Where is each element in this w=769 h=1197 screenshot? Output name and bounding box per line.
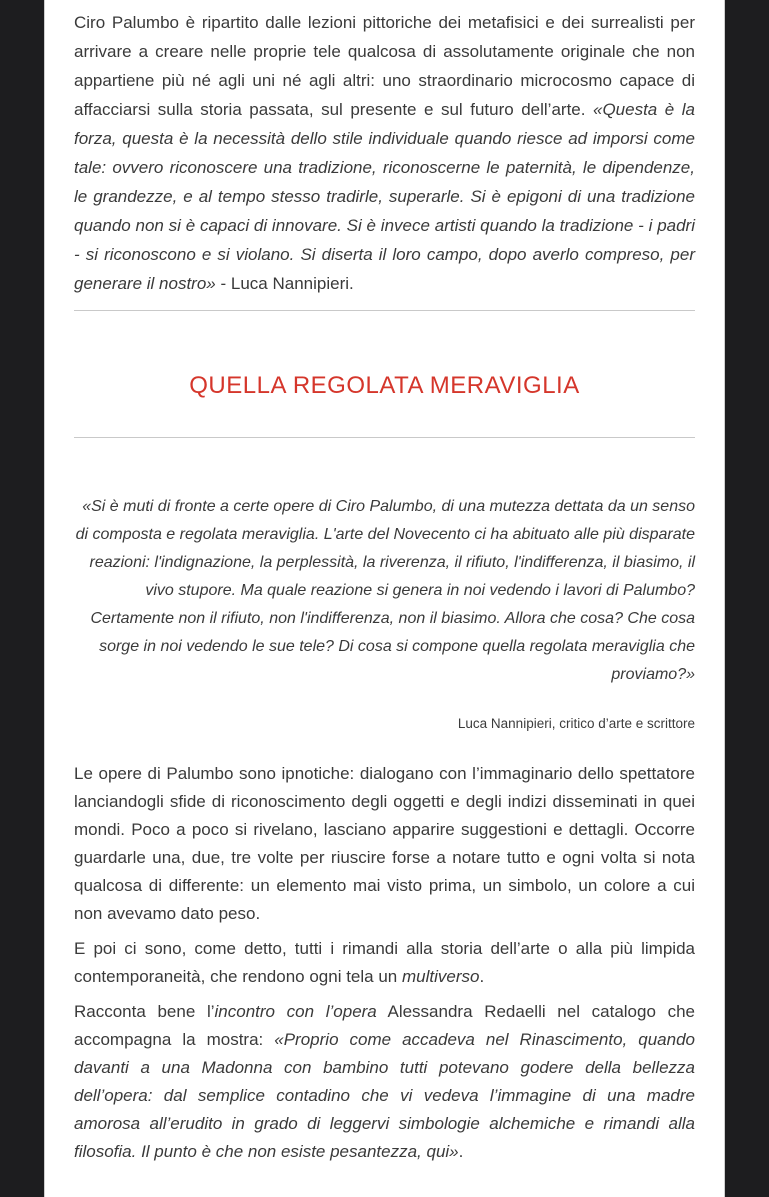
article-body xyxy=(74,760,695,1166)
pull-quote: «Si è muti di fronte a certe opere di Ciro Palumbo, di una mutezza dettata da un senso di composta e regolata meraviglia. L'arte del Novecento ci ha abituato alle più disparate reazioni: l'indignazione, la perplessità, la riverenza, il rifiuto, l'indifferenza, il biasimo, il vivo stupore. Ma quale reazione si genera in noi vedendo i lavori di Palumbo? Certamente non il rifiuto, non l'indifferenza, non il biasimo. Allora che cosa? Che cosa sorge in noi vedendo le sue tele? Di cosa si compone quella regolata meraviglia che proviamo?» xyxy=(75,498,695,683)
intro-paragraph: Ciro Palumbo è ripartito dalle lezioni pittoriche dei metafisici e dei surrealisti per arrivare a creare nelle proprie tele qualcosa di assolutamente originale che non appartiene più né agli uni né agli altri: uno straordinario microcosmo capace di affacciarsi sulla storia passata, sul presente e sul futuro dell’arte. «Questa è la forza, questa è la necessità dello stile individuale quando riesce ad imporsi come tale: ovvero riconoscere una tradizione, riconoscerne le paternità, le dipendenze, le grandezze, e al tempo stesso tradirle, superarle. Si è epigoni di una tradizione quando non si è capaci di innovare. Si è invece artisti quando la tradizione - i padri - si riconoscono e si violano. Si diserta il loro campo, dopo averlo compreso, per generare il nostro» - Luca Nannipieri. xyxy=(74,13,695,293)
body-paragraph: E poi ci sono, come detto, tutti i rimandi alla storia dell’arte o alla più limpida contemporaneità, che rendono ogni tela un multiverso. xyxy=(74,939,695,986)
body-paragraph: Racconta bene l’incontro con l’opera Alessandra Redaelli nel catalogo che accompagna la mostra: «Proprio come accadeva nel Rinascimento, quando davanti a una Madonna con bambino tutti potevano godere della bellezza dell’opera: dal semplice contadino che vi vedeva l’immagine di una madre amorosa all’erudito in grado di leggervi simbologie alchemiche e rimandi alla filosofia. Il punto è che non esiste pesantezza, qui». xyxy=(74,1002,696,1161)
body-paragraph: Le opere di Palumbo sono ipnotiche: dialogano con l’immaginario dello spettatore lanciandogli sfide di riconoscimento degli oggetti e degli indizi disseminati in quei mondi. Poco a poco si rivelano, lasciano apparire suggestioni e dettagli. Occorre guardarle una, due, tre volte per riuscire forse a notare tutto e ogni volta si nota qualcosa di differente: un elemento mai visto prima, un simbolo, un colore a cui non avevamo dato peso. xyxy=(74,764,695,923)
article-page xyxy=(44,0,725,1197)
section-divider-top xyxy=(74,310,695,311)
section-divider-bottom xyxy=(74,437,695,438)
section-title: QUELLA REGOLATA MERAVIGLIA xyxy=(189,372,580,399)
quote-attribution: Luca Nannipieri, critico d’arte e scrittore xyxy=(457,716,695,731)
